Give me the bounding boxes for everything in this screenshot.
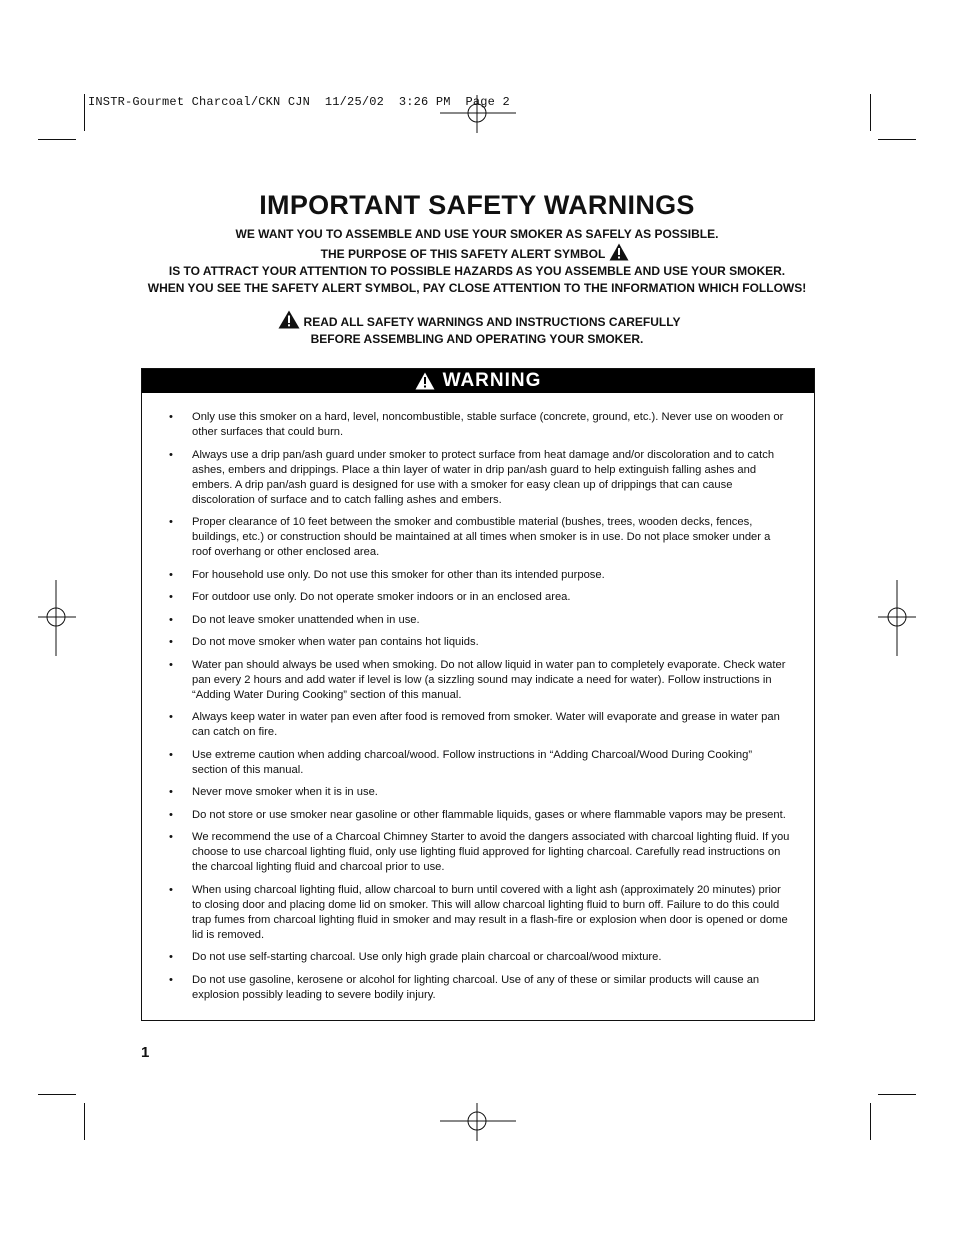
bullet: • bbox=[169, 516, 173, 528]
list-item bbox=[169, 568, 790, 583]
bullet: • bbox=[169, 591, 173, 603]
bullet: • bbox=[169, 786, 173, 798]
list-item-text: Do not use self-starting charcoal. Use only high grade plain charcoal or charcoal/wood mixture. bbox=[192, 951, 662, 963]
list-item-text: Water pan should always be used when smoking. Do not allow liquid in water pan to completely evaporate. Check water pan every 2 hours and add water if level is low (a sizzling sound may indicate a need for water). Follow instructions in “Adding Water During Cooking” section of this manual. bbox=[192, 658, 786, 701]
list-item bbox=[169, 710, 790, 740]
registration-mark-icon bbox=[440, 95, 516, 133]
list-item bbox=[169, 883, 790, 943]
read-line: BEFORE ASSEMBLING AND OPERATING YOUR SMOKER. bbox=[310, 332, 644, 346]
list-item bbox=[169, 808, 790, 823]
intro-text bbox=[0, 226, 954, 297]
list-item bbox=[169, 410, 790, 440]
list-item-text: Do not leave smoker unattended when in use. bbox=[192, 613, 420, 626]
list-item-text: We recommend the use of a Charcoal Chimney Starter to avoid the dangers associated with charcoal lighting fluid. If you choose to use charcoal lighting fluid, only use lighting fluid approved for lighting charcoal. Carefully read instructions on the charcoal lighting fluid and charcoal prior to use. bbox=[192, 831, 790, 873]
bullet: • bbox=[169, 973, 173, 986]
warning-list bbox=[142, 393, 814, 1003]
page-number: 1 bbox=[141, 1044, 150, 1061]
safety-alert-icon bbox=[278, 310, 300, 329]
list-item bbox=[169, 785, 790, 800]
read-notice bbox=[0, 310, 954, 348]
list-item bbox=[169, 515, 790, 560]
read-line bbox=[0, 310, 954, 331]
crop-mark bbox=[84, 1103, 85, 1140]
list-item-text: Proper clearance of 10 feet between the smoker and combustible material (bushes, trees, wooden decks, fences, buildings, etc.) or construction should be maintained at all times when smoker is in use. Do not place smoker under a roof overhang or other enclosed area. bbox=[192, 516, 771, 558]
list-item bbox=[169, 950, 790, 965]
list-item bbox=[169, 830, 790, 875]
bullet: • bbox=[169, 808, 173, 821]
list-item bbox=[169, 590, 790, 605]
bullet: • bbox=[169, 448, 173, 461]
bullet: • bbox=[169, 748, 173, 761]
bullet: • bbox=[169, 658, 173, 671]
list-item-text: Never move smoker when it is in use. bbox=[192, 786, 378, 798]
bullet: • bbox=[169, 951, 173, 963]
bullet: • bbox=[169, 613, 173, 626]
list-item bbox=[169, 973, 790, 1003]
warning-box bbox=[141, 368, 815, 1021]
warning-header bbox=[142, 369, 814, 393]
bullet: • bbox=[169, 568, 173, 581]
crop-mark bbox=[84, 94, 85, 131]
crop-mark bbox=[38, 139, 76, 140]
list-item-text: For household use only. Do not use this smoker for other than its intended purpose. bbox=[192, 568, 605, 581]
registration-mark-icon bbox=[878, 580, 916, 656]
list-item-text: When using charcoal lighting fluid, allow charcoal to burn until covered with a light ash (approximately 20 minutes) prior to closing door and placing dome lid on smoker. This will allow charcoal lighting fluid to burn off. Failure to do this could trap fumes from charcoal lighting fluid in smoker and may result in a flash-fire or explosion when door is opened or dome lid is removed. bbox=[192, 883, 788, 941]
intro-line: WE WANT YOU TO ASSEMBLE AND USE YOUR SMOKER AS SAFELY AS POSSIBLE. bbox=[235, 227, 719, 241]
list-item-text: Always use a drip pan/ash guard under smoker to protect surface from heat damage and/or discoloration and to catch ashes, embers and drippings. Place a thin layer of water in drip pan/ash guard to help extinguish falling ashes and embers. A drip pan/ash guard is designed for use with a smoker for easy clean up of drippings that can cause discoloration of surface and to catch falling ashes and embers. bbox=[192, 448, 775, 506]
bullet: • bbox=[169, 636, 173, 648]
crop-mark bbox=[878, 139, 916, 140]
bullet: • bbox=[169, 831, 173, 843]
list-item bbox=[169, 635, 790, 650]
list-item-text: Use extreme caution when adding charcoal/wood. Follow instructions in “Adding Charcoal/Wood During Cooking” section of this manual. bbox=[192, 748, 753, 776]
page-title: IMPORTANT SAFETY WARNINGS bbox=[259, 190, 695, 220]
bullet: • bbox=[169, 711, 173, 723]
intro-line: IS TO ATTRACT YOUR ATTENTION TO POSSIBLE HAZARDS AS YOU ASSEMBLE AND USE YOUR SMOKER. bbox=[168, 264, 786, 278]
list-item-text: Do not store or use smoker near gasoline or other flammable liquids, gases or where flammable vapors may be present. bbox=[192, 808, 786, 821]
safety-alert-icon bbox=[609, 243, 629, 261]
crop-mark bbox=[878, 1094, 916, 1095]
list-item bbox=[169, 658, 790, 703]
list-item bbox=[169, 448, 790, 508]
list-item-text: Do not use gasoline, kerosene or alcohol for lighting charcoal. Use of any of these or similar products will cause an explosion possibly leading to severe bodily injury. bbox=[192, 973, 760, 1001]
crop-mark bbox=[870, 1103, 871, 1140]
intro-line bbox=[0, 243, 954, 263]
warning-label: WARNING bbox=[442, 370, 542, 391]
intro-line: WHEN YOU SEE THE SAFETY ALERT SYMBOL, PAY CLOSE ATTENTION TO THE INFORMATION WHICH FOLLOWS! bbox=[147, 281, 807, 295]
bullet: • bbox=[169, 883, 173, 896]
registration-mark-icon bbox=[440, 1103, 516, 1141]
bullet: • bbox=[169, 411, 173, 423]
crop-mark bbox=[870, 94, 871, 131]
registration-mark-icon bbox=[38, 580, 76, 656]
list-item-text: Only use this smoker on a hard, level, noncombustible, stable surface (concrete, ground, etc.). Never use on wooden or other surfaces that could burn. bbox=[192, 411, 784, 438]
print-slug: INSTR-Gourmet Charcoal/CKN CJN 11/25/02 3:26 PM Page 2 bbox=[88, 95, 510, 109]
crop-mark bbox=[38, 1094, 76, 1095]
read-line-text: READ ALL SAFETY WARNINGS AND INSTRUCTIONS CAREFULLY bbox=[303, 315, 681, 329]
list-item-text: For outdoor use only. Do not operate smoker indoors or in an enclosed area. bbox=[192, 591, 571, 603]
list-item bbox=[169, 748, 790, 778]
safety-alert-icon bbox=[415, 372, 435, 390]
list-item bbox=[169, 613, 790, 628]
list-item-text: Do not move smoker when water pan contains hot liquids. bbox=[192, 636, 479, 648]
intro-line-text: THE PURPOSE OF THIS SAFETY ALERT SYMBOL bbox=[320, 247, 606, 261]
list-item-text: Always keep water in water pan even after food is removed from smoker. Water will evaporate and grease in water pan can catch on fire. bbox=[192, 711, 780, 738]
